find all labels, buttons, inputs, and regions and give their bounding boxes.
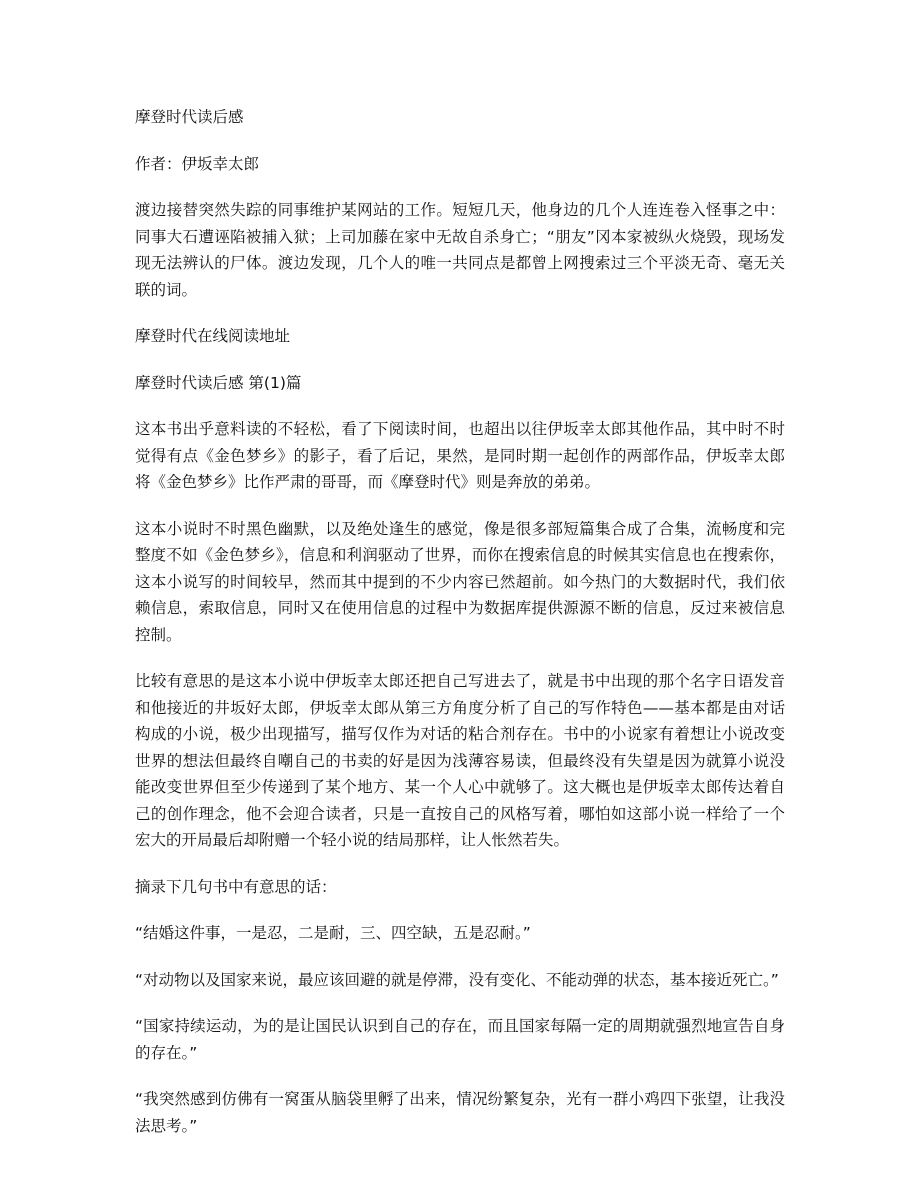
document-content xyxy=(135,104,785,1159)
quote-paragraph: “国家持续运动，为的是让国民认识到自己的存在，而且国家每隔一定的周期就强烈地宣告自身的存在。” xyxy=(135,1017,785,1062)
document-title: 摩登时代读后感 xyxy=(135,108,244,126)
quote-paragraph: “我突然感到仿佛有一窝蛋从脑袋里孵了出来，情况纷繁复杂，光有一群小鸡四下张望，让我没法思考。” xyxy=(135,1090,785,1135)
excerpt-intro: 摘录下几句书中有意思的话： xyxy=(135,877,337,896)
online-reading-link[interactable]: 摩登时代在线阅读地址 xyxy=(135,327,291,345)
summary-paragraph: 渡边接替突然失踪的同事维护某网站的工作。短短几天，他身边的几个人连连卷入怪事之中：同事大石遭诬陷被捕入狱；上司加藤在家中无故自杀身亡；“朋友”冈本家被纵火烧毁，现场发现无法辨认的尸体。渡边发现，几个人的唯一共同点是都曾上网搜索过三个平淡无奇、毫无关联的词。 xyxy=(135,201,785,299)
author-line: 作者：伊坂幸太郎 xyxy=(135,154,260,173)
body-paragraph: 这本书出乎意料读的不轻松，看了下阅读时间，也超出以往伊坂幸太郎其他作品，其中时不时觉得有点《金色梦乡》的影子，看了后记，果然，是同时期一起创作的两部作品，伊坂幸太郎将《金色梦乡》比作严肃的哥哥，而《摩登时代》则是奔放的弟弟。 xyxy=(135,420,785,491)
section-title: 摩登时代读后感 第(1)篇 xyxy=(135,373,302,392)
quote-paragraph: “对动物以及国家来说，最应该回避的就是停滞，没有变化、不能动弹的状态，基本接近死亡。” xyxy=(135,970,779,989)
quote-paragraph: “结婚这件事，一是忍，二是耐，三、四空缺，五是忍耐。” xyxy=(135,924,531,942)
body-paragraph: 这本小说时不时黑色幽默，以及绝处逢生的感觉，像是很多部短篇集合成了合集，流畅度和完整度不如《金色梦乡》，信息和利润驱动了世界，而你在搜索信息的时候其实信息也在搜索你，这本小说写的时间较早，然而其中提到的不少内容已然超前。如今热门的大数据时代，我们依赖信息，索取信息，同时又在使用信息的过程中为数据库提供源源不断的信息，反过来被信息控制。 xyxy=(135,519,785,644)
body-paragraph: 比较有意思的是这本小说中伊坂幸太郎还把自己写进去了，就是书中出现的那个名字日语发音和他接近的井坂好太郎，伊坂幸太郎从第三方角度分析了自己的写作特色——基本都是由对话构成的小说，极少出现描写，描写仅作为对话的粘合剂存在。书中的小说家有着想让小说改变世界的想法但最终自嘲自己的书卖的好是因为浅薄容易读，但最终没有失望是因为就算小说没能改变世界但至少传递到了某个地方、某一个人心中就够了。这大概也是伊坂幸太郎传达着自己的创作理念，他不会迎合读者，只是一直按自己的风格写着，哪怕如这部小说一样给了一个宏大的开局最后却附赠一个轻小说的结局那样，让人怅然若失。 xyxy=(135,672,785,849)
